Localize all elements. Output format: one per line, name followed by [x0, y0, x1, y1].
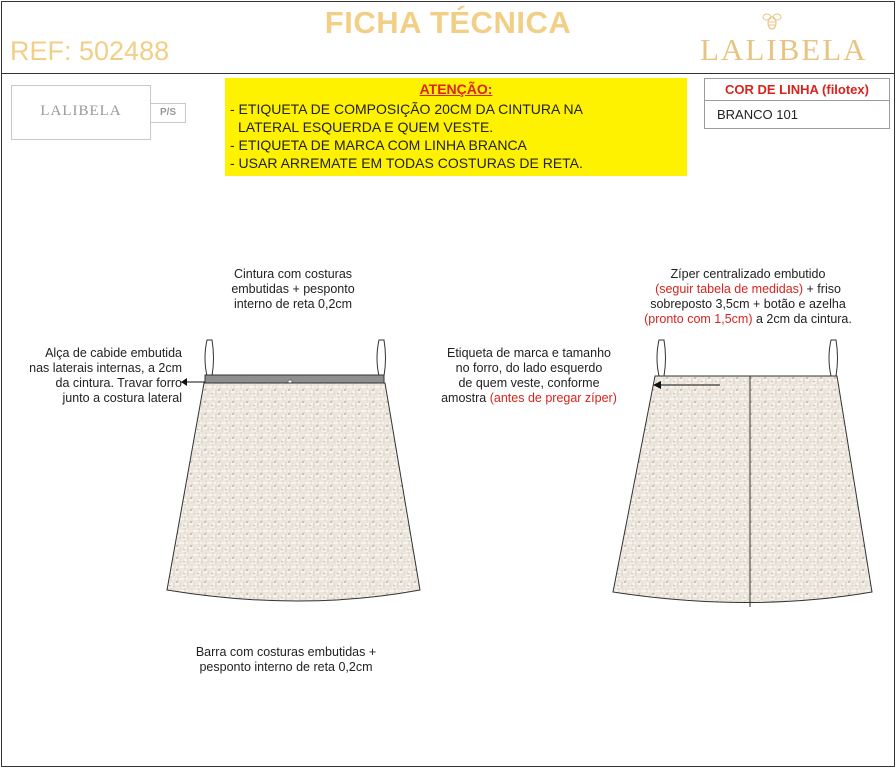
- note-highlight: (antes de pregar zíper): [489, 391, 617, 405]
- attention-line: - USAR ARREMATE EM TODAS COSTURAS DE RETA.: [230, 155, 583, 171]
- thread-color-value: BRANCO 101: [717, 107, 798, 122]
- reference-code: REF: 502488: [10, 36, 170, 66]
- note-line: embutidas + pesponto: [231, 282, 355, 296]
- skirt-back-drawing: [613, 340, 872, 607]
- back-skirt-body: [613, 376, 872, 603]
- note-line: junto a costura lateral: [62, 391, 182, 405]
- brand-logo: LALIBELA: [700, 32, 868, 67]
- note-line: + friso: [803, 282, 841, 296]
- attention-line: LATERAL ESQUERDA E QUEM VESTE.: [238, 119, 494, 135]
- note-line: no forro, do lado esquerdo: [455, 361, 603, 375]
- waistband-note: [218, 267, 368, 312]
- label-card-brand: LALIBELA: [40, 103, 122, 119]
- hanger-loop-left: [205, 340, 214, 376]
- note-line: pesponto interno de reta 0,2cm: [199, 660, 373, 674]
- note-line: amostra: [441, 391, 490, 405]
- front-skirt-body: [167, 383, 420, 601]
- note-line: Cintura com costuras: [233, 267, 353, 281]
- hem-note: [170, 645, 402, 675]
- zipper-note: [620, 267, 876, 327]
- brand-label-note: [420, 346, 638, 406]
- note-line: da cintura. Travar forro: [55, 376, 182, 390]
- attention-title: ATENÇÃO:: [419, 81, 493, 97]
- note-line: Alça de cabide embutida: [45, 346, 182, 360]
- note-line: interno de reta 0,2cm: [233, 297, 353, 311]
- thread-color-title: COR DE LINHA (filotex): [725, 82, 869, 97]
- hanger-loop-right: [829, 340, 838, 376]
- note-line: a 2cm da cintura.: [752, 312, 852, 326]
- note-line: Etiqueta de marca e tamanho: [447, 346, 611, 360]
- page-title: FICHA TÉCNICA: [324, 5, 572, 40]
- attention-line: - ETIQUETA DE MARCA COM LINHA BRANCA: [230, 137, 527, 153]
- note-line: Barra com costuras embutidas +: [195, 645, 377, 659]
- note-line: de quem veste, conforme: [458, 376, 600, 390]
- hanger-loop-right: [377, 340, 386, 376]
- hanger-loop-left: [657, 340, 666, 376]
- note-line: Zíper centralizado embutido: [670, 267, 826, 281]
- note-line: sobreposto 3,5cm + botão e azelha: [650, 297, 846, 311]
- skirt-front-drawing: [167, 340, 420, 601]
- hanger-loop-note: [10, 346, 182, 406]
- note-line: nas laterais internas, a 2cm: [29, 361, 182, 375]
- attention-line: - ETIQUETA DE COMPOSIÇÃO 20CM DA CINTURA NA: [230, 101, 583, 117]
- note-highlight: (seguir tabela de medidas): [655, 282, 804, 296]
- note-highlight: (pronto com 1,5cm): [644, 312, 753, 326]
- size-tag: P/S: [150, 103, 186, 123]
